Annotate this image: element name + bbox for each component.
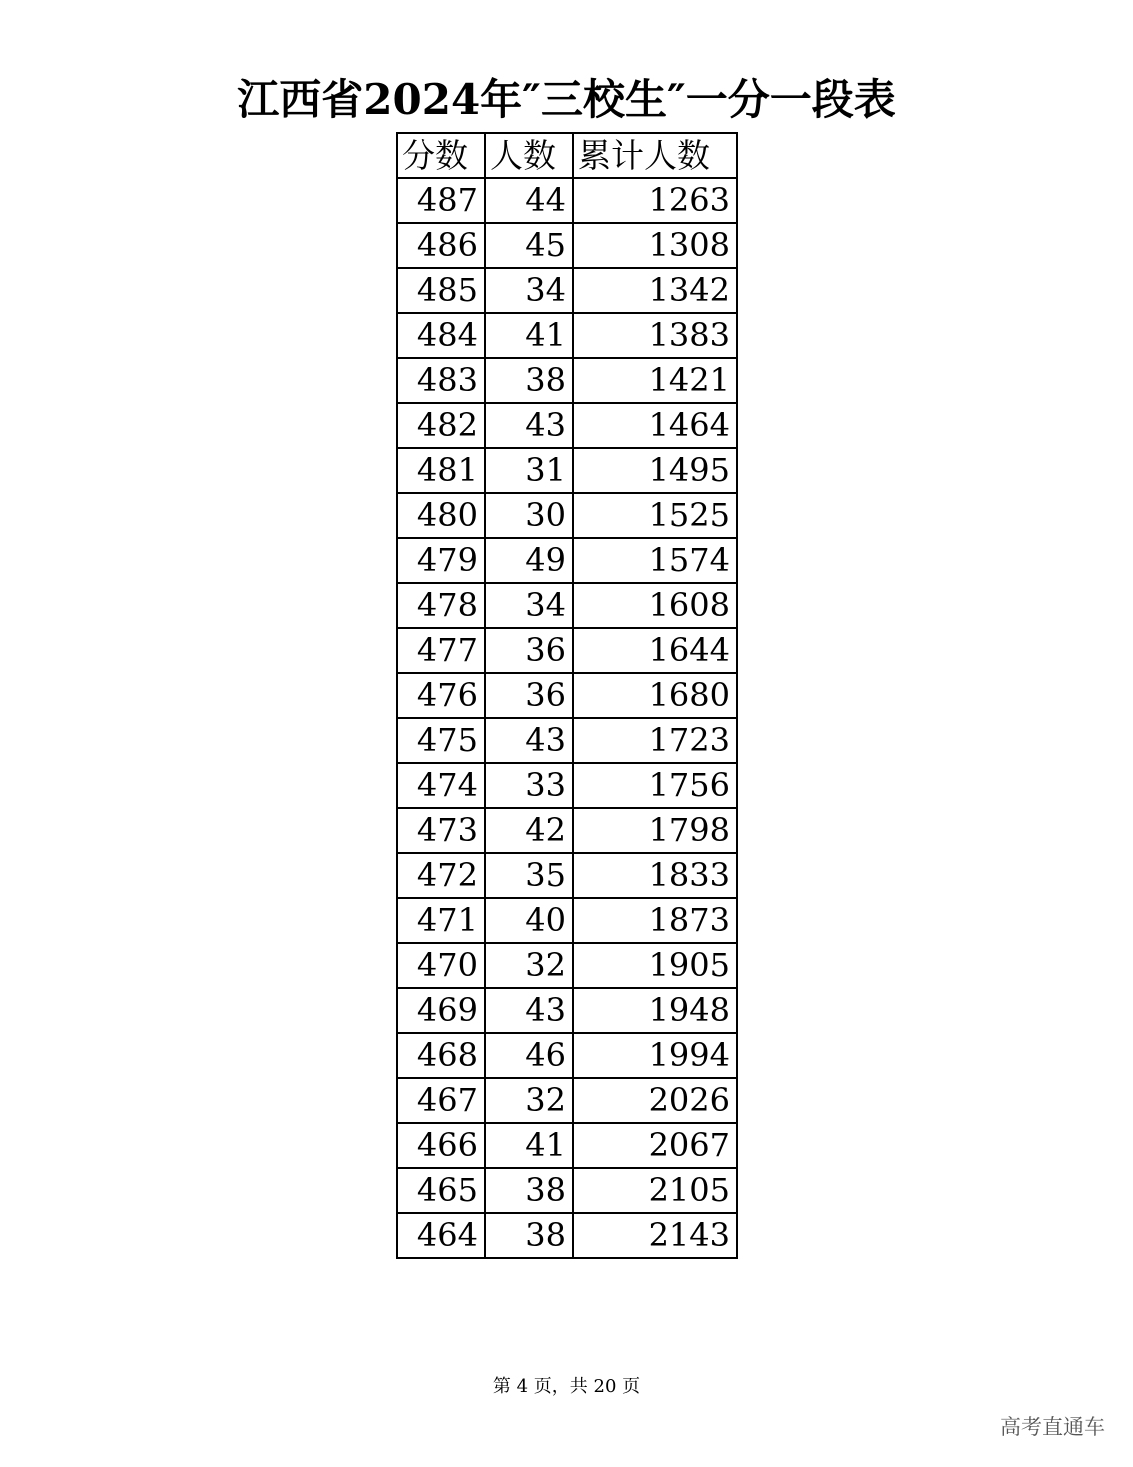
cell-count: 38: [485, 358, 573, 403]
cell-cumulative: 1905: [573, 943, 737, 988]
cell-count: 32: [485, 1078, 573, 1123]
cell-cumulative: 1574: [573, 538, 737, 583]
table-row: [397, 313, 737, 358]
cell-count: 38: [485, 1168, 573, 1213]
cell-cumulative: 1495: [573, 448, 737, 493]
cell-cumulative: 1308: [573, 223, 737, 268]
cell-score: 478: [397, 583, 485, 628]
table-row: [397, 178, 737, 223]
cell-cumulative: 1525: [573, 493, 737, 538]
cell-count: 44: [485, 178, 573, 223]
cell-cumulative: 2026: [573, 1078, 737, 1123]
table-row: [397, 1168, 737, 1213]
table-row: [397, 403, 737, 448]
table-row: [397, 448, 737, 493]
cell-score: 468: [397, 1033, 485, 1078]
table-row: [397, 718, 737, 763]
cell-cumulative: 1756: [573, 763, 737, 808]
table-row: [397, 763, 737, 808]
cell-score: 483: [397, 358, 485, 403]
cell-cumulative: 1644: [573, 628, 737, 673]
cell-score: 487: [397, 178, 485, 223]
cell-count: 40: [485, 898, 573, 943]
table-row: [397, 223, 737, 268]
table-row: [397, 493, 737, 538]
cell-count: 49: [485, 538, 573, 583]
cell-score: 479: [397, 538, 485, 583]
cell-score: 480: [397, 493, 485, 538]
cell-count: 45: [485, 223, 573, 268]
cell-count: 43: [485, 988, 573, 1033]
cell-score: 476: [397, 673, 485, 718]
cell-count: 42: [485, 808, 573, 853]
table-row: [397, 988, 737, 1033]
cell-cumulative: 2067: [573, 1123, 737, 1168]
table-row: [397, 1123, 737, 1168]
table-row: [397, 583, 737, 628]
table-row: [397, 268, 737, 313]
cell-cumulative: 1464: [573, 403, 737, 448]
cell-count: 35: [485, 853, 573, 898]
cell-cumulative: 1608: [573, 583, 737, 628]
cell-count: 34: [485, 583, 573, 628]
cell-score: 475: [397, 718, 485, 763]
cell-cumulative: 1263: [573, 178, 737, 223]
table-row: [397, 628, 737, 673]
cell-cumulative: 2143: [573, 1213, 737, 1258]
cell-count: 43: [485, 718, 573, 763]
score-distribution-table: [396, 132, 738, 1259]
cell-cumulative: 1873: [573, 898, 737, 943]
column-header-score: 分数: [397, 133, 485, 178]
cell-cumulative: 1383: [573, 313, 737, 358]
cell-count: 34: [485, 268, 573, 313]
cell-count: 30: [485, 493, 573, 538]
cell-count: 46: [485, 1033, 573, 1078]
table-row: [397, 673, 737, 718]
cell-count: 32: [485, 943, 573, 988]
cell-count: 41: [485, 313, 573, 358]
table-row: [397, 1213, 737, 1258]
page-title: 江西省2024年″三校生″一分一段表: [237, 75, 896, 124]
cell-score: 464: [397, 1213, 485, 1258]
cell-score: 466: [397, 1123, 485, 1168]
table-row: [397, 853, 737, 898]
cell-count: 38: [485, 1213, 573, 1258]
cell-score: 477: [397, 628, 485, 673]
cell-score: 473: [397, 808, 485, 853]
table-row: [397, 808, 737, 853]
page-number-footer: 第 4 页，共 20 页: [492, 1376, 641, 1397]
cell-score: 470: [397, 943, 485, 988]
cell-cumulative: 1948: [573, 988, 737, 1033]
cell-cumulative: 1723: [573, 718, 737, 763]
column-header-count: 人数: [485, 133, 573, 178]
cell-count: 41: [485, 1123, 573, 1168]
table-body: [397, 178, 737, 1258]
cell-cumulative: 1994: [573, 1033, 737, 1078]
cell-count: 31: [485, 448, 573, 493]
cell-cumulative: 1798: [573, 808, 737, 853]
cell-score: 482: [397, 403, 485, 448]
cell-cumulative: 1680: [573, 673, 737, 718]
cell-score: 471: [397, 898, 485, 943]
cell-cumulative: 1833: [573, 853, 737, 898]
cell-count: 33: [485, 763, 573, 808]
cell-score: 485: [397, 268, 485, 313]
table-header-row: [397, 133, 737, 178]
column-header-cumulative: 累计人数: [573, 133, 737, 178]
watermark: 高考直通车: [1000, 1415, 1105, 1439]
cell-score: 469: [397, 988, 485, 1033]
cell-score: 474: [397, 763, 485, 808]
table-row: [397, 1033, 737, 1078]
cell-score: 486: [397, 223, 485, 268]
table-row: [397, 943, 737, 988]
cell-cumulative: 1342: [573, 268, 737, 313]
cell-score: 484: [397, 313, 485, 358]
table-row: [397, 898, 737, 943]
cell-score: 472: [397, 853, 485, 898]
cell-cumulative: 2105: [573, 1168, 737, 1213]
cell-score: 467: [397, 1078, 485, 1123]
cell-score: 465: [397, 1168, 485, 1213]
cell-count: 36: [485, 673, 573, 718]
cell-score: 481: [397, 448, 485, 493]
cell-count: 36: [485, 628, 573, 673]
cell-cumulative: 1421: [573, 358, 737, 403]
cell-count: 43: [485, 403, 573, 448]
table-row: [397, 1078, 737, 1123]
table-row: [397, 538, 737, 583]
table-row: [397, 358, 737, 403]
